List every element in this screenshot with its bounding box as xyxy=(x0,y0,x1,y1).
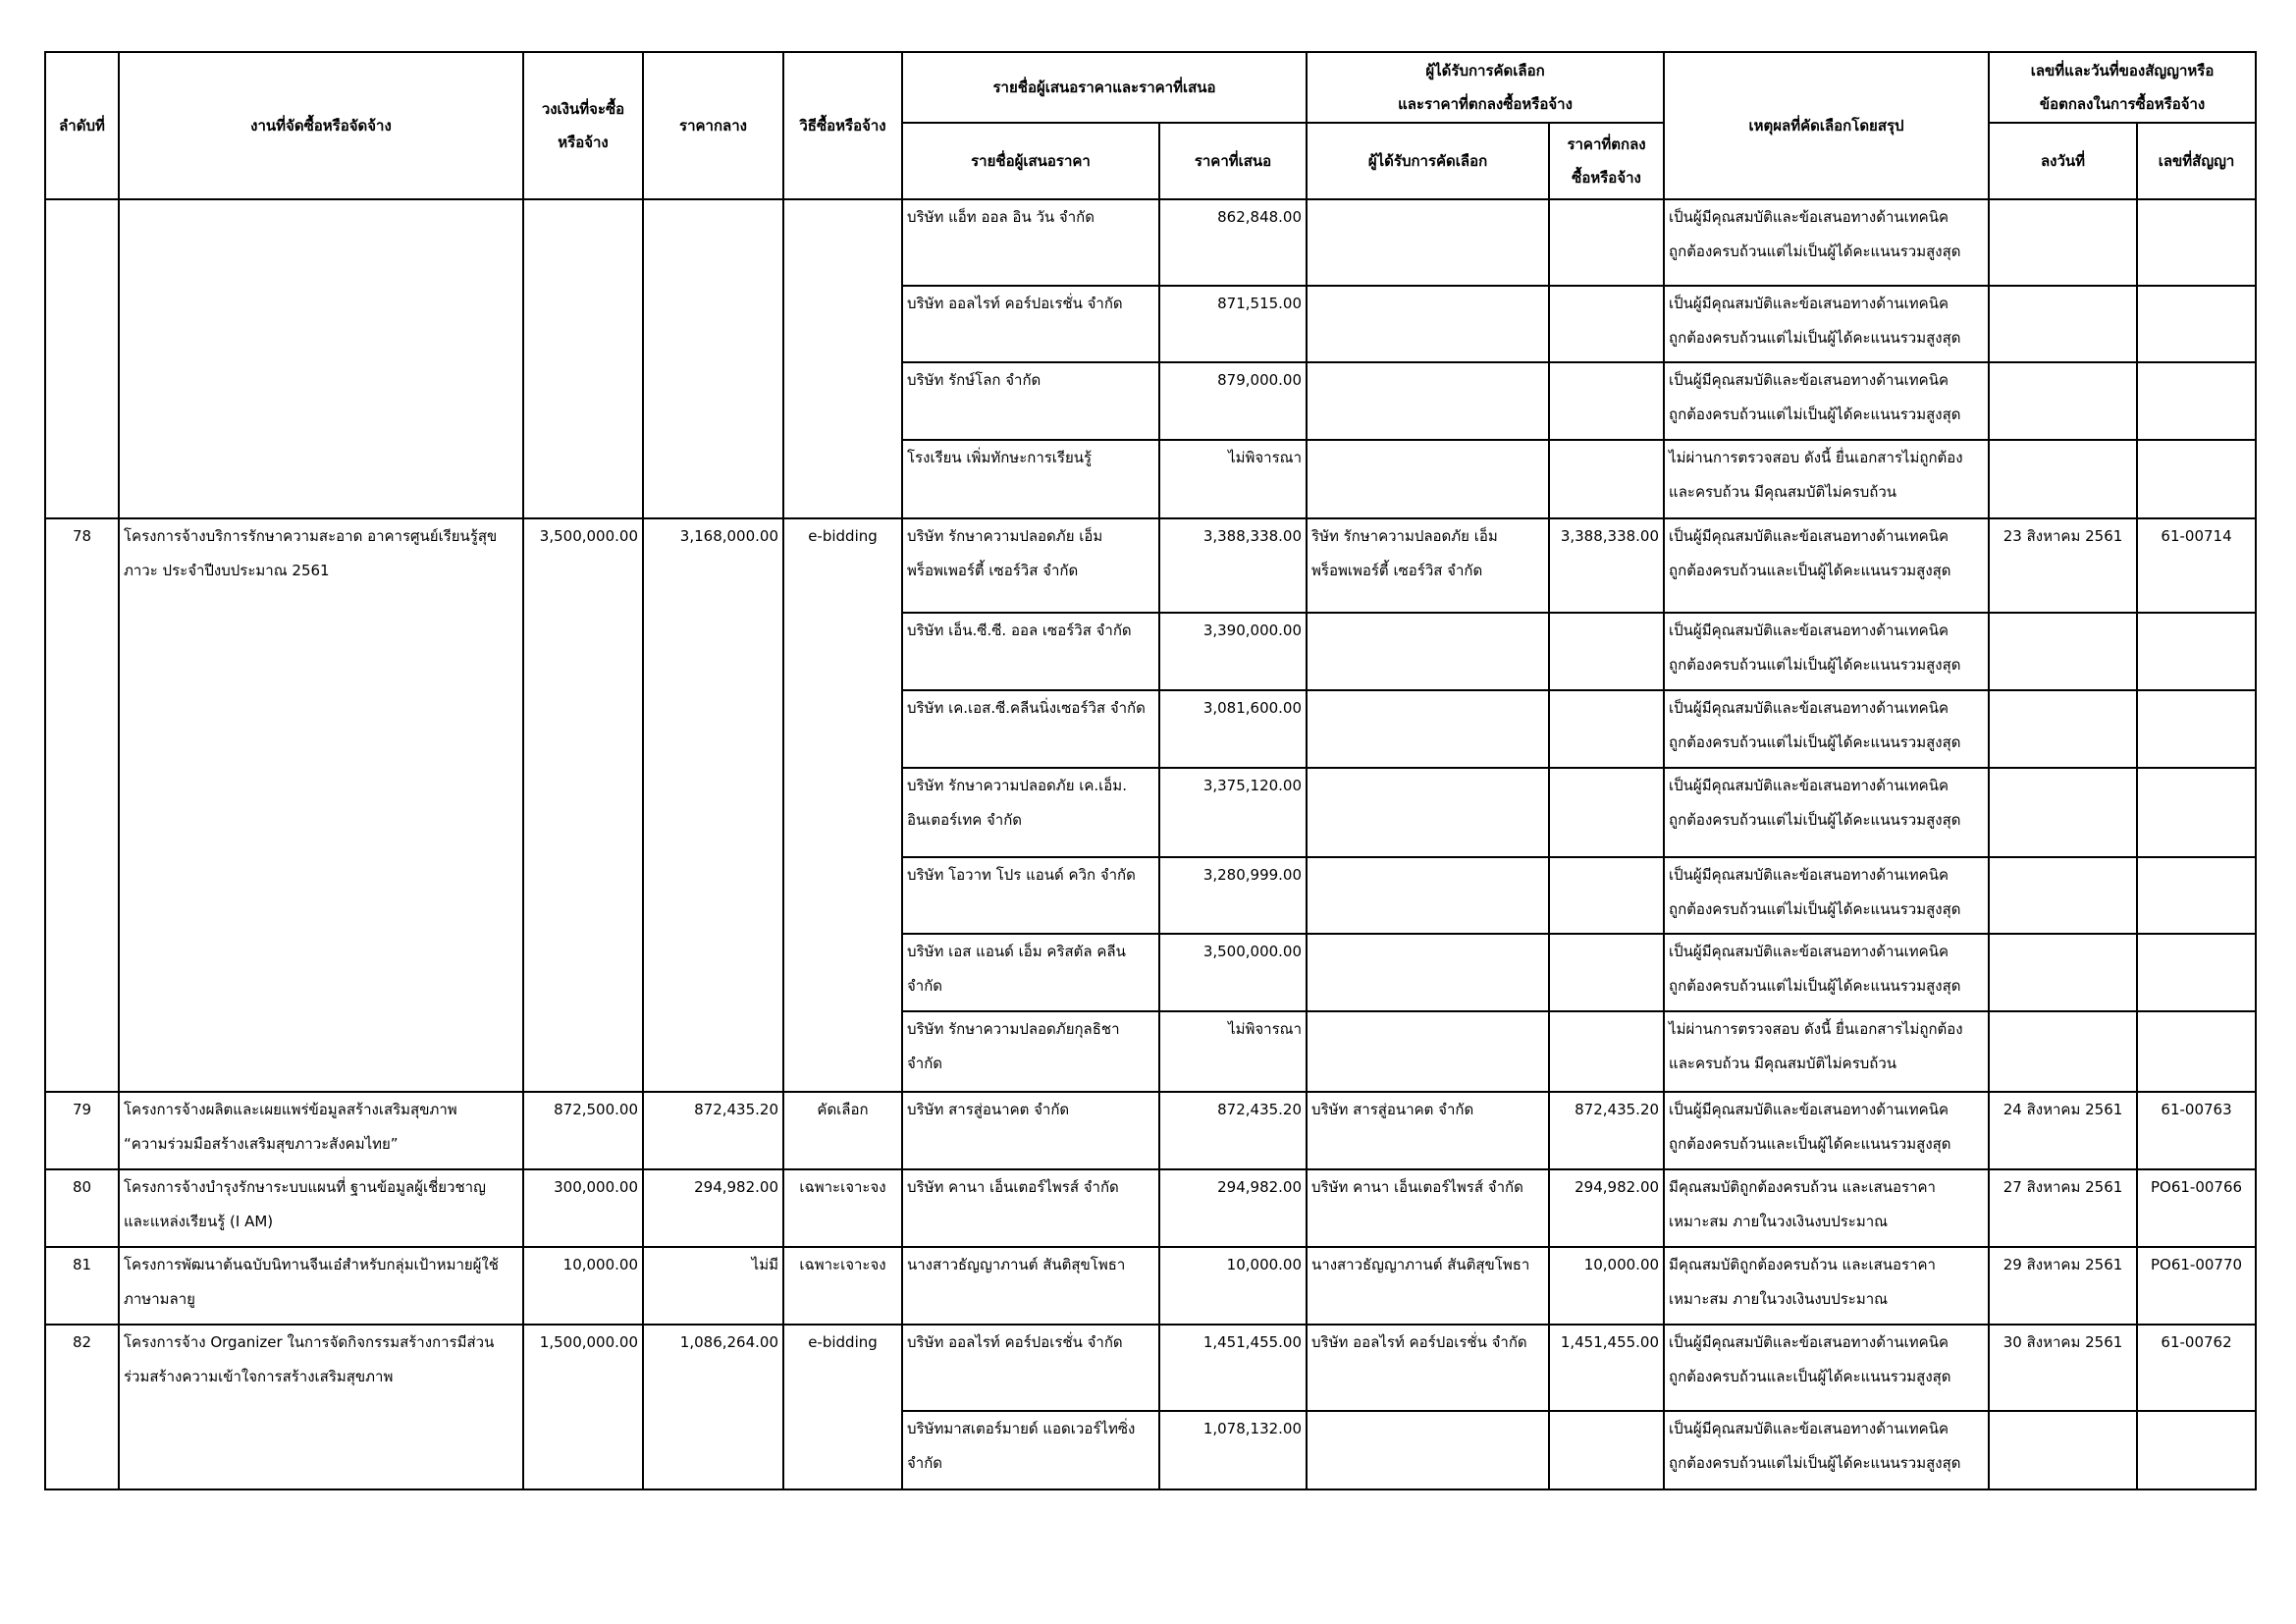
header-budget: วงเงินที่จะซื้อ หรือจ้าง xyxy=(523,52,643,199)
procurement-method-cell: e-bidding xyxy=(783,1325,902,1489)
bidder-name-cell: โรงเรียน เพิ่มทักษะการเรียนรู้ xyxy=(902,440,1159,518)
median-price-cell xyxy=(643,199,783,518)
agreed-price-cell: 10,000.00 xyxy=(1549,1247,1664,1325)
task-name-cell: โครงการพัฒนาต้นฉบับนิทานจีนเอ๋สำหรับกลุ่มเป้าหมายผู้ใช้ ภาษามลายู xyxy=(119,1247,523,1325)
table-row xyxy=(45,1247,2256,1325)
agreed-price-cell xyxy=(1549,613,1664,690)
selection-reason-cell: ไม่ผ่านการตรวจสอบ ดังนี้ ยื่นเอกสารไม่ถูกต้อง และครบถ้วน มีคุณสมบัติไม่ครบถ้วน xyxy=(1664,1011,1989,1092)
selection-reason-cell: เป็นผู้มีคุณสมบัติและข้อเสนอทางด้านเทคนิค ถูกต้องครบถ้วนแต่ไม่เป็นผู้ได้คะแนนรวมสูงสุด xyxy=(1664,199,1989,286)
item-number-cell: 82 xyxy=(45,1325,119,1489)
bidder-name-cell: บริษัท คานา เอ็นเตอร์ไพรส์ จำกัด xyxy=(902,1169,1159,1247)
selection-reason-cell: เป็นผู้มีคุณสมบัติและข้อเสนอทางด้านเทคนิค ถูกต้องครบถ้วนแต่ไม่เป็นผู้ได้คะแนนรวมสูงสุด xyxy=(1664,362,1989,440)
header-bid-price: ราคาที่เสนอ xyxy=(1159,123,1307,199)
bid-price-cell: 1,078,132.00 xyxy=(1159,1411,1307,1489)
contract-date-cell xyxy=(1989,857,2137,934)
selection-reason-cell: เป็นผู้มีคุณสมบัติและข้อเสนอทางด้านเทคนิค ถูกต้องครบถ้วนแต่ไม่เป็นผู้ได้คะแนนรวมสูงสุด xyxy=(1664,1411,1989,1489)
selected-vendor-cell xyxy=(1307,1411,1549,1489)
budget-amount-cell: 872,500.00 xyxy=(523,1092,643,1169)
bidder-name-cell: บริษัท แอ็ท ออล อิน วัน จำกัด xyxy=(902,199,1159,286)
contract-number-cell: PO61-00770 xyxy=(2137,1247,2256,1325)
budget-amount-cell: 10,000.00 xyxy=(523,1247,643,1325)
selected-vendor-cell xyxy=(1307,768,1549,857)
procurement-method-cell: เฉพาะเจาะจง xyxy=(783,1169,902,1247)
item-number-cell: 78 xyxy=(45,518,119,1092)
budget-amount-cell: 3,500,000.00 xyxy=(523,518,643,1092)
header-bidder-name: รายชื่อผู้เสนอราคา xyxy=(902,123,1159,199)
contract-number-cell xyxy=(2137,1411,2256,1489)
table-row xyxy=(45,199,2256,286)
agreed-price-cell: 872,435.20 xyxy=(1549,1092,1664,1169)
bid-price-cell: 3,390,000.00 xyxy=(1159,613,1307,690)
item-number-cell: 80 xyxy=(45,1169,119,1247)
contract-number-cell: PO61-00766 xyxy=(2137,1169,2256,1247)
budget-amount-cell: 300,000.00 xyxy=(523,1169,643,1247)
contract-number-cell xyxy=(2137,857,2256,934)
task-name-cell: โครงการจ้างบริการรักษาความสะอาด อาคารศูนย์เรียนรู้สุข ภาวะ ประจำปีงบประมาณ 2561 xyxy=(119,518,523,1092)
bid-price-cell: 10,000.00 xyxy=(1159,1247,1307,1325)
agreed-price-cell xyxy=(1549,440,1664,518)
agreed-price-cell xyxy=(1549,199,1664,286)
bidder-name-cell: บริษัท สารสู่อนาคต จำกัด xyxy=(902,1092,1159,1169)
bid-price-cell: 3,375,120.00 xyxy=(1159,768,1307,857)
contract-date-cell xyxy=(1989,934,2137,1011)
contract-date-cell: 27 สิงหาคม 2561 xyxy=(1989,1169,2137,1247)
procurement-method-cell: เฉพาะเจาะจง xyxy=(783,1247,902,1325)
agreed-price-cell xyxy=(1549,768,1664,857)
table-row xyxy=(45,1169,2256,1247)
bidder-name-cell: บริษัท เอ็น.ซี.ซี. ออล เซอร์วิส จำกัด xyxy=(902,613,1159,690)
header-method: วิธีซื้อหรือจ้าง xyxy=(783,52,902,199)
bidder-name-cell: บริษัท ออลไรท์ คอร์ปอเรชั่น จำกัด xyxy=(902,286,1159,362)
header-agreed-price: ราคาที่ตกลง ซื้อหรือจ้าง xyxy=(1549,123,1664,199)
selection-reason-cell: เป็นผู้มีคุณสมบัติและข้อเสนอทางด้านเทคนิค ถูกต้องครบถ้วนและเป็นผู้ได้คะแนนรวมสูงสุด xyxy=(1664,518,1989,613)
contract-date-cell: 30 สิงหาคม 2561 xyxy=(1989,1325,2137,1411)
bid-price-cell: 879,000.00 xyxy=(1159,362,1307,440)
bid-price-cell: 3,280,999.00 xyxy=(1159,857,1307,934)
selected-vendor-cell: นางสาวธัญญาภานต์ สันติสุขโพธา xyxy=(1307,1247,1549,1325)
selected-vendor-cell xyxy=(1307,613,1549,690)
bidder-name-cell: บริษัทมาสเตอร์มายด์ แอดเวอร์ไทซิ่ง จำกัด xyxy=(902,1411,1159,1489)
contract-date-cell xyxy=(1989,613,2137,690)
bid-price-cell: 871,515.00 xyxy=(1159,286,1307,362)
agreed-price-cell: 1,451,455.00 xyxy=(1549,1325,1664,1411)
agreed-price-cell xyxy=(1549,286,1664,362)
bidder-name-cell: บริษัท รักษาความปลอดภัย เอ็ม พร็อพเพอร์ตี้ เซอร์วิส จำกัด xyxy=(902,518,1159,613)
selection-reason-cell: เป็นผู้มีคุณสมบัติและข้อเสนอทางด้านเทคนิค ถูกต้องครบถ้วนแต่ไม่เป็นผู้ได้คะแนนรวมสูงสุด xyxy=(1664,690,1989,768)
selection-reason-cell: เป็นผู้มีคุณสมบัติและข้อเสนอทางด้านเทคนิค ถูกต้องครบถ้วนแต่ไม่เป็นผู้ได้คะแนนรวมสูงสุด xyxy=(1664,768,1989,857)
selection-reason-cell: เป็นผู้มีคุณสมบัติและข้อเสนอทางด้านเทคนิค ถูกต้องครบถ้วนแต่ไม่เป็นผู้ได้คะแนนรวมสูงสุด xyxy=(1664,934,1989,1011)
bidder-name-cell: บริษัท รักษาความปลอดภัย เค.เอ็ม. อินเตอร์เทค จำกัด xyxy=(902,768,1159,857)
bid-price-cell: ไม่พิจารณา xyxy=(1159,440,1307,518)
header-contract-date: ลงวันที่ xyxy=(1989,123,2137,199)
median-price-cell: ไม่มี xyxy=(643,1247,783,1325)
item-number-cell xyxy=(45,199,119,518)
agreed-price-cell xyxy=(1549,1011,1664,1092)
selected-vendor-cell: บริษัท ออลไรท์ คอร์ปอเรชั่น จำกัด xyxy=(1307,1325,1549,1411)
selected-vendor-cell xyxy=(1307,934,1549,1011)
median-price-cell: 294,982.00 xyxy=(643,1169,783,1247)
contract-number-cell xyxy=(2137,286,2256,362)
selected-vendor-cell xyxy=(1307,362,1549,440)
contract-number-cell xyxy=(2137,362,2256,440)
agreed-price-cell: 294,982.00 xyxy=(1549,1169,1664,1247)
contract-date-cell: 29 สิงหาคม 2561 xyxy=(1989,1247,2137,1325)
selected-vendor-cell xyxy=(1307,857,1549,934)
contract-number-cell xyxy=(2137,199,2256,286)
header-task: งานที่จัดซื้อหรือจัดจ้าง xyxy=(119,52,523,199)
header-median-price: ราคากลาง xyxy=(643,52,783,199)
selected-vendor-cell xyxy=(1307,690,1549,768)
contract-number-cell: 61-00714 xyxy=(2137,518,2256,613)
header-contract-no: เลขที่สัญญา xyxy=(2137,123,2256,199)
agreed-price-cell xyxy=(1549,934,1664,1011)
contract-date-cell: 24 สิงหาคม 2561 xyxy=(1989,1092,2137,1169)
header-reason: เหตุผลที่คัดเลือกโดยสรุป xyxy=(1664,52,1989,199)
bid-price-cell: 3,081,600.00 xyxy=(1159,690,1307,768)
contract-number-cell: 61-00762 xyxy=(2137,1325,2256,1411)
selected-vendor-cell xyxy=(1307,440,1549,518)
header-bidders-group: รายชื่อผู้เสนอราคาและราคาที่เสนอ xyxy=(902,52,1307,123)
selection-reason-cell: เป็นผู้มีคุณสมบัติและข้อเสนอทางด้านเทคนิค ถูกต้องครบถ้วนแต่ไม่เป็นผู้ได้คะแนนรวมสูงสุด xyxy=(1664,613,1989,690)
procurement-method-cell: e-bidding xyxy=(783,518,902,1092)
table-row xyxy=(45,1092,2256,1169)
contract-number-cell: 61-00763 xyxy=(2137,1092,2256,1169)
bidder-name-cell: บริษัท โอวาท โปร แอนด์ ควิก จำกัด xyxy=(902,857,1159,934)
bid-price-cell: 3,388,338.00 xyxy=(1159,518,1307,613)
contract-date-cell xyxy=(1989,286,2137,362)
contract-number-cell xyxy=(2137,613,2256,690)
contract-number-cell xyxy=(2137,440,2256,518)
selection-reason-cell: เป็นผู้มีคุณสมบัติและข้อเสนอทางด้านเทคนิค ถูกต้องครบถ้วนแต่ไม่เป็นผู้ได้คะแนนรวมสูงสุด xyxy=(1664,857,1989,934)
procurement-method-cell xyxy=(783,199,902,518)
task-name-cell xyxy=(119,199,523,518)
selection-reason-cell: ไม่ผ่านการตรวจสอบ ดังนี้ ยื่นเอกสารไม่ถูกต้อง และครบถ้วน มีคุณสมบัติไม่ครบถ้วน xyxy=(1664,440,1989,518)
median-price-cell: 3,168,000.00 xyxy=(643,518,783,1092)
selected-vendor-cell xyxy=(1307,286,1549,362)
bidder-name-cell: บริษัท เค.เอส.ซี.คลีนนิ่งเซอร์วิส จำกัด xyxy=(902,690,1159,768)
task-name-cell: โครงการจ้างผลิตและเผยแพร่ข้อมูลสร้างเสริมสุขภาพ “ความร่วมมือสร้างเสริมสุขภาวะสังคมไทย” xyxy=(119,1092,523,1169)
median-price-cell: 1,086,264.00 xyxy=(643,1325,783,1489)
contract-date-cell xyxy=(1989,440,2137,518)
bidder-name-cell: นางสาวธัญญาภานต์ สันติสุขโพธา xyxy=(902,1247,1159,1325)
procurement-method-cell: คัดเลือก xyxy=(783,1092,902,1169)
selection-reason-cell: เป็นผู้มีคุณสมบัติและข้อเสนอทางด้านเทคนิค ถูกต้องครบถ้วนและเป็นผู้ได้คะแนนรวมสูงสุด xyxy=(1664,1325,1989,1411)
agreed-price-cell xyxy=(1549,690,1664,768)
contract-date-cell xyxy=(1989,362,2137,440)
item-number-cell: 79 xyxy=(45,1092,119,1169)
selected-vendor-cell: ริษัท รักษาความปลอดภัย เอ็ม พร็อพเพอร์ตี้ เซอร์วิส จำกัด xyxy=(1307,518,1549,613)
contract-number-cell xyxy=(2137,934,2256,1011)
median-price-cell: 872,435.20 xyxy=(643,1092,783,1169)
selection-reason-cell: เป็นผู้มีคุณสมบัติและข้อเสนอทางด้านเทคนิค ถูกต้องครบถ้วนและเป็นผู้ได้คะแนนรวมสูงสุด xyxy=(1664,1092,1989,1169)
contract-date-cell xyxy=(1989,1011,2137,1092)
header-selected-group: ผู้ได้รับการคัดเลือก และราคาที่ตกลงซื้อหรือจ้าง xyxy=(1307,52,1664,123)
selected-vendor-cell: บริษัท คานา เอ็นเตอร์ไพรส์ จำกัด xyxy=(1307,1169,1549,1247)
contract-date-cell xyxy=(1989,768,2137,857)
procurement-table xyxy=(44,51,2257,1490)
contract-number-cell xyxy=(2137,768,2256,857)
contract-date-cell xyxy=(1989,199,2137,286)
task-name-cell: โครงการจ้างบำรุงรักษาระบบแผนที่ ฐานข้อมูลผู้เชี่ยวชาญ และแหล่งเรียนรู้ (I AM) xyxy=(119,1169,523,1247)
budget-amount-cell xyxy=(523,199,643,518)
table-row xyxy=(45,1325,2256,1411)
item-number-cell: 81 xyxy=(45,1247,119,1325)
agreed-price-cell: 3,388,338.00 xyxy=(1549,518,1664,613)
bid-price-cell: 1,451,455.00 xyxy=(1159,1325,1307,1411)
header-contract-group: เลขที่และวันที่ของสัญญาหรือ ข้อตกลงในการซื้อหรือจ้าง xyxy=(1989,52,2256,123)
agreed-price-cell xyxy=(1549,1411,1664,1489)
agreed-price-cell xyxy=(1549,362,1664,440)
contract-number-cell xyxy=(2137,690,2256,768)
contract-date-cell xyxy=(1989,1411,2137,1489)
bidder-name-cell: บริษัท เอส แอนด์ เอ็ม คริสตัล คลีน จำกัด xyxy=(902,934,1159,1011)
selection-reason-cell: มีคุณสมบัติถูกต้องครบถ้วน และเสนอราคา เหมาะสม ภายในวงเงินงบประมาณ xyxy=(1664,1169,1989,1247)
procurement-report-sheet xyxy=(44,51,2251,1490)
table-row xyxy=(45,518,2256,613)
selected-vendor-cell xyxy=(1307,199,1549,286)
task-name-cell: โครงการจ้าง Organizer ในการจัดกิจกรรมสร้างการมีส่วน ร่วมสร้างความเข้าใจการสร้างเสริมสุขภาพ xyxy=(119,1325,523,1489)
header-selected-name: ผู้ได้รับการคัดเลือก xyxy=(1307,123,1549,199)
contract-date-cell xyxy=(1989,690,2137,768)
agreed-price-cell xyxy=(1549,857,1664,934)
bid-price-cell: 872,435.20 xyxy=(1159,1092,1307,1169)
bidder-name-cell: บริษัท รักษ์โลก จำกัด xyxy=(902,362,1159,440)
selection-reason-cell: เป็นผู้มีคุณสมบัติและข้อเสนอทางด้านเทคนิค ถูกต้องครบถ้วนแต่ไม่เป็นผู้ได้คะแนนรวมสูงสุด xyxy=(1664,286,1989,362)
bidder-name-cell: บริษัท ออลไรท์ คอร์ปอเรชั่น จำกัด xyxy=(902,1325,1159,1411)
selected-vendor-cell: บริษัท สารสู่อนาคต จำกัด xyxy=(1307,1092,1549,1169)
selection-reason-cell: มีคุณสมบัติถูกต้องครบถ้วน และเสนอราคา เหมาะสม ภายในวงเงินงบประมาณ xyxy=(1664,1247,1989,1325)
table-body xyxy=(45,199,2256,1489)
contract-date-cell: 23 สิงหาคม 2561 xyxy=(1989,518,2137,613)
selected-vendor-cell xyxy=(1307,1011,1549,1092)
bid-price-cell: 862,848.00 xyxy=(1159,199,1307,286)
contract-number-cell xyxy=(2137,1011,2256,1092)
bid-price-cell: 294,982.00 xyxy=(1159,1169,1307,1247)
budget-amount-cell: 1,500,000.00 xyxy=(523,1325,643,1489)
bid-price-cell: 3,500,000.00 xyxy=(1159,934,1307,1011)
bid-price-cell: ไม่พิจารณา xyxy=(1159,1011,1307,1092)
bidder-name-cell: บริษัท รักษาความปลอดภัยกุลธิชา จำกัด xyxy=(902,1011,1159,1092)
header-no: ลำดับที่ xyxy=(45,52,119,199)
